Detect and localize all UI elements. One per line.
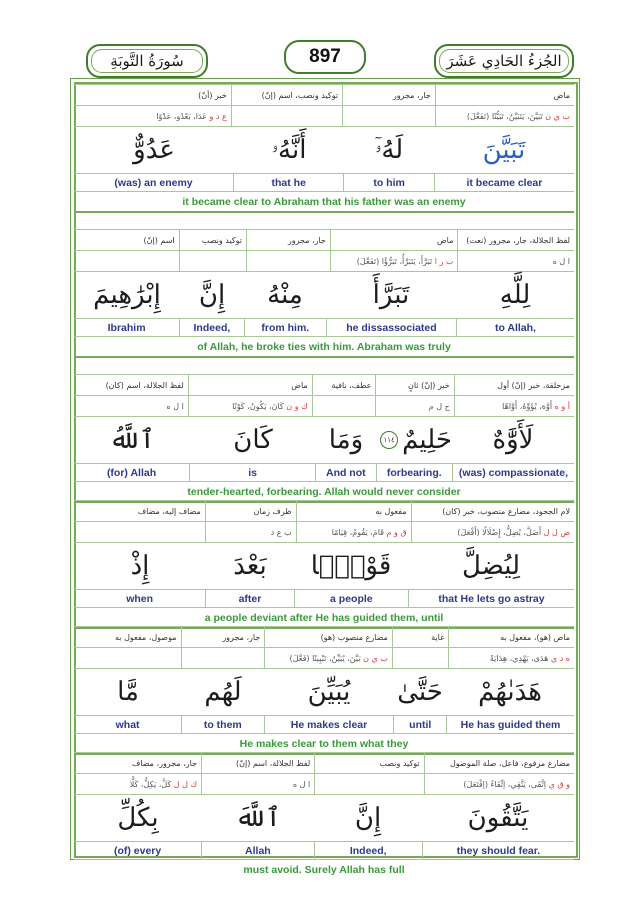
arabic-words	[74, 127, 574, 173]
arabic-word: حَتَّىٰ	[397, 677, 443, 707]
arabic-word: لَهُم	[204, 677, 242, 707]
grammar-cell: مضارع منصوب (هو)	[264, 627, 392, 647]
grammar-row	[74, 500, 574, 522]
english-gloss: He has guided them	[446, 716, 574, 733]
grammar-cell: موصول، مفعول به	[115, 632, 177, 642]
grammar-cell	[314, 774, 423, 794]
grammar-cell: جار، مجرور	[342, 85, 435, 105]
grammar-cell: ه د ي هَدَى، يَهْدِي، هِدَايَةً	[448, 648, 574, 668]
grammar-cell: خبر (أنّ)	[198, 90, 227, 100]
grammar-cell: جار، مجرور، مضاف	[132, 758, 198, 768]
english-gloss: what	[115, 718, 140, 731]
english-gloss: it became clear	[434, 174, 574, 191]
english-words	[74, 173, 574, 192]
grammar-cell: أ و ه أَوَّهَ، يُؤَوِّهُ، أَوَّاهًا	[454, 396, 574, 416]
grammar-cell	[342, 106, 435, 126]
grammar-cell: توكيد ونصب	[179, 230, 246, 250]
grammar-cell: ب ع د	[205, 522, 296, 542]
arabic-words	[74, 669, 574, 715]
verse-block	[74, 374, 574, 503]
verse-translation: of Allah, he broke ties with him. Abraham was truly	[74, 337, 574, 358]
grammar-cell: مضاف إليه، مضاف	[137, 506, 201, 516]
arabic-word: لِيُضِلَّ	[462, 551, 521, 581]
arabic-word: إِنَّ	[198, 280, 226, 310]
english-gloss: Allah	[201, 842, 313, 859]
grammar-cell: ك ل ل كَلَّ، يَكِلُّ، كَلًّا	[129, 779, 198, 789]
grammar-cell: ض ل ل أَضَلَّ، يُضِلُّ، إِضْلَالًا (أَفْعَلَ)	[411, 522, 574, 542]
grammar-cell: ب ي ن تَبَيَّنَ، يَتَبَيَّنُ، تَبَيُّنًا (تَفَعَّلَ)	[435, 106, 574, 126]
arabic-words	[74, 417, 574, 463]
verse-block	[74, 752, 574, 879]
english-gloss: is	[189, 464, 315, 481]
arabic-word: بَعْدَ	[233, 551, 267, 581]
english-gloss: until	[393, 716, 446, 733]
verse-translation: a people deviant after He has guided them, until	[74, 608, 574, 629]
grammar-cell: ا ل ه	[201, 774, 314, 794]
english-gloss: a people	[294, 590, 408, 607]
english-words	[74, 715, 574, 734]
grammar-cell: ماض	[435, 85, 574, 105]
grammar-cell	[312, 396, 376, 416]
grammar-cell: عطف، نافية	[312, 375, 376, 395]
english-gloss: Ibrahim	[107, 321, 146, 334]
arabic-word: وَمَا	[328, 425, 364, 455]
grammar-row	[74, 374, 574, 396]
grammar-cell: غاية	[392, 627, 448, 647]
arabic-word: إِذْ	[130, 551, 150, 581]
ayah-number-marker: ١١٤	[380, 431, 398, 449]
juz-title-cartouche	[434, 44, 574, 78]
grammar-cell	[74, 251, 179, 271]
english-gloss: from him.	[244, 319, 326, 336]
grammar-cell	[246, 251, 330, 271]
grammar-cell: ا ل ه	[166, 401, 184, 411]
english-gloss: when	[126, 592, 154, 605]
page-number-badge	[284, 40, 366, 74]
grammar-cell: جار، مجرور	[181, 627, 265, 647]
arabic-word-text: حَلِيمٌ	[402, 425, 452, 455]
english-words	[74, 463, 574, 482]
arabic-word: لَهُۥٓ	[374, 134, 404, 165]
arabic-word: لَأَوَّٰهٌ	[492, 425, 534, 455]
grammar-row	[74, 522, 574, 543]
verse-translation: must avoid. Surely Allah has full	[243, 863, 405, 876]
grammar-cell	[231, 106, 342, 126]
verse-translation: He makes clear to them what they	[74, 734, 574, 755]
arabic-word: مَّا	[117, 677, 139, 707]
arabic-word: إِنَّ	[354, 803, 382, 833]
arabic-word: ٱللَّهَ	[235, 803, 281, 833]
grammar-row	[74, 229, 574, 251]
arabic-word: يَتَّقُونَ	[467, 803, 529, 833]
grammar-cell	[74, 522, 205, 542]
english-gloss: He makes clear	[264, 716, 394, 733]
grammar-cell	[74, 648, 181, 668]
grammar-cell: لفظ الجلالة، اسم (إنّ)	[201, 753, 314, 773]
verse-block	[74, 84, 574, 213]
grammar-cell: توكيد ونصب، اسم (إنّ)	[231, 85, 342, 105]
juz-title: الجُزءُ الحَادِي عَشَرَ	[446, 52, 562, 70]
arabic-word: كَانَ	[233, 425, 273, 455]
english-gloss: to Allah,	[456, 319, 574, 336]
surah-title-cartouche	[86, 44, 208, 78]
arabic-word: لِلَّهِ	[499, 280, 531, 310]
english-gloss: to them	[181, 716, 263, 733]
grammar-cell: خبر (إنّ) ثانٍ	[375, 375, 453, 395]
english-gloss: he dissassociated	[326, 319, 456, 336]
arabic-word: إِبْرَٰهِيمَ	[93, 280, 161, 310]
grammar-row	[74, 626, 574, 648]
english-gloss: after	[205, 590, 293, 607]
grammar-cell: ماض (هو)، مفعول به	[448, 627, 574, 647]
grammar-cell: ك و ن كَانَ، يَكُونُ، كَوْنًا	[188, 396, 312, 416]
english-gloss: forbearing.	[376, 464, 452, 481]
verse-block	[74, 229, 574, 358]
english-gloss: (of) every	[113, 844, 162, 857]
english-gloss: they should fear.	[422, 842, 574, 859]
english-gloss: (for) Allah	[106, 466, 157, 479]
grammar-cell: ب ر ا تَبَرَّأَ، يَتَبَرَّأُ، تَبَرُّؤًا (تَفَعَّلَ)	[330, 251, 458, 271]
grammar-cell: لفظ الجلالة، اسم (كان)	[105, 380, 184, 390]
grammar-cell: مضارع مرفوع، فاعل، صلة الموصول	[424, 753, 574, 773]
surah-title: سُورَةُ التَّوبَةِ	[110, 52, 184, 70]
arabic-word: ٱللَّهُ	[109, 425, 155, 455]
grammar-cell: لام الجحود، مضارع منصوب، خبر (كان)	[411, 501, 574, 521]
english-gloss: that He lets go astray	[408, 590, 574, 607]
arabic-words	[74, 543, 574, 589]
arabic-word: هَدَىٰهُمْ	[478, 677, 542, 707]
english-gloss: And not	[315, 464, 376, 481]
grammar-cell: و ق ي اِتَّقَى، يَتَّقِي، اِتِّقَاءً (اِفْتَعَلَ)	[424, 774, 574, 794]
grammar-cell: ماض	[330, 230, 458, 250]
grammar-cell: لفظ الجلالة، جار، مجرور (نعت)	[457, 230, 574, 250]
grammar-cell: مفعول به	[296, 501, 411, 521]
arabic-words	[74, 795, 574, 841]
verse-block	[74, 500, 574, 629]
verse-translation: tender-hearted, forbearing. Allah would never consider	[74, 482, 574, 503]
arabic-word: عَدُوٌّ	[133, 135, 175, 165]
page-header	[62, 40, 578, 82]
english-gloss: to him	[343, 174, 433, 191]
english-words	[74, 841, 574, 860]
grammar-row	[74, 774, 574, 795]
grammar-cell: ق و م قَامَ، يَقُومُ، قِيَامًا	[296, 522, 411, 542]
page-number: 897	[309, 46, 341, 67]
arabic-words	[74, 272, 574, 318]
verse-block	[74, 626, 574, 755]
grammar-cell: ماض	[188, 375, 312, 395]
grammar-cell: اسم (إنّ)	[143, 235, 175, 245]
grammar-cell: جار، مجرور	[246, 230, 330, 250]
grammar-cell: ظرف زمان	[205, 501, 296, 521]
arabic-word: تَبَيَّنَ	[482, 135, 526, 165]
grammar-cell: توكيد ونصب	[314, 753, 423, 773]
arabic-word: بِكُلِّ	[117, 803, 159, 833]
arabic-word: قَوْمًۢا	[310, 551, 392, 581]
grammar-cell: ح ل م	[375, 396, 453, 416]
grammar-cell	[179, 251, 246, 271]
english-gloss: (was) an enemy	[114, 176, 193, 189]
grammar-cell: مزحلقة، خبر (إنّ) أول	[454, 375, 574, 395]
grammar-cell: ا ل ه	[457, 251, 574, 271]
grammar-cell: ب ي ن بَيَّنَ، يُبَيِّنُ، تَبْيِينًا (فَعَّلَ)	[264, 648, 392, 668]
english-gloss: Indeed,	[314, 842, 422, 859]
english-words	[74, 589, 574, 608]
grammar-row	[74, 396, 574, 417]
grammar-row	[74, 84, 574, 106]
grammar-row	[74, 648, 574, 669]
grammar-cell	[392, 648, 448, 668]
arabic-word: يُبَيِّنَ	[307, 677, 351, 707]
english-gloss: Indeed,	[179, 319, 243, 336]
grammar-cell: ع د و عَدَا، يَعْدُو، عَدْوًا	[156, 111, 227, 121]
english-gloss: that he	[233, 174, 343, 191]
grammar-row	[74, 251, 574, 272]
arabic-word: تَبَرَّأَ	[372, 280, 410, 310]
english-words	[74, 318, 574, 337]
grammar-row	[74, 752, 574, 774]
grammar-cell	[181, 648, 265, 668]
arabic-word	[376, 425, 452, 455]
verse-translation: it became clear to Abraham that his father was an enemy	[74, 192, 574, 213]
english-gloss: (was) compassionate,	[452, 464, 574, 481]
arabic-word: أَنَّهُۥ	[271, 134, 307, 165]
grammar-row	[74, 106, 574, 127]
arabic-word: مِنْهُ	[267, 280, 303, 310]
quran-page	[62, 40, 578, 876]
